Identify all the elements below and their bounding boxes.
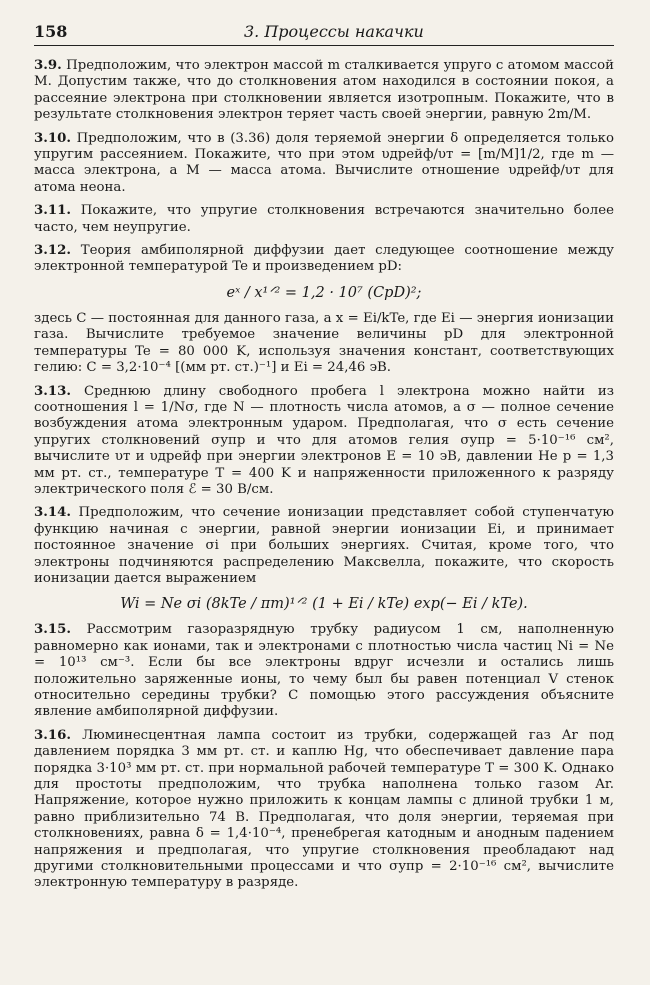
problem-3-14 (34, 505, 614, 587)
problem-number: 3.10. (34, 130, 72, 146)
problem-number: 3.16. (34, 727, 72, 743)
problem-number: 3.15. (34, 622, 72, 638)
problem-3-12 (34, 243, 614, 276)
running-title: 3. Процессы накачки (244, 22, 424, 41)
page-header (34, 22, 614, 46)
problem-number: 3.14. (34, 505, 72, 521)
formula-3-14: Wi = Ne σi (8kTe / πm)¹ᐟ² (1 + Ei / kTe) exp(− Ei / kTe). (120, 596, 528, 613)
problem-text: Люминесцентная лампа состоит из трубки, содержащей газ Ar под давлением порядка 3 мм рт. ст. и каплю Hg, что обеспечивает давление пара порядка 3·10³ мм рт. ст. при нормальной рабочей температуре T = 300 K. Однако для простоты предположим, что трубка наполнена только газом Ar. Напряжение, которое нужно приложить к концам лампы с длиной трубки 1 м, равно приблизительно 74 В. Предполагая, что доля энергии, теряемая при столкновениях, равна δ = 1,4·10⁻⁴, пренебрегая катодным и анодным падением напряжения и предполагая, что упругие столкновения преобладают над другими столкновительными процессами и что σупр = 2·10⁻¹⁶ см², вычислите электронную температуру в разряде. (34, 727, 614, 891)
problem-text: Предположим, что электрон массой m сталкивается упруго с атомом массой M. Допустим также, что до столкновения атом находился в состоянии покоя, а рассеяние электрона при столкновении является изотропным. Покажите, что в результате столкновения электрон теряет часть своей энергии, равную 2m/M. (34, 58, 614, 123)
problem-text: Рассмотрим газоразрядную трубку радиусом 1 см, наполненную равномерно как ионами, так и электронами с плотностью числа частиц Ni = Ne = 10¹³ см⁻³. Если бы все электроны вдруг исчезли и остались лишь положительно заряженные ионы, то чему был бы равен потенциал V стенок относительно середины трубки? С помощью этого рассуждения объясните явление амбиполярной диффузии. (34, 622, 614, 720)
problem-text: Теория амбиполярной диффузии дает следующее соотношение между электронной температурой Te и произведением pD: (34, 243, 614, 275)
problem-3-10 (34, 131, 614, 197)
problem-number: 3.11. (34, 203, 72, 219)
problem-3-11 (34, 203, 614, 236)
problem-number: 3.9. (34, 58, 62, 73)
problem-text: Предположим, что в (3.36) доля теряемой энергии δ определяется только упругим рассеянием. Покажите, что при этом υдрейф/υт = [m/M]1/2, где m — масса электрона, а M — масса атома. Вычислите отношение υдрейф/υт для атома неона. (34, 130, 614, 195)
problem-3-12-continuation: здесь C — постоянная для данного газа, а x = Ei/kTe, где Ei — энергия ионизации газа. Вычислите требуемое значение величины pD для электронной температуры Te = 80 000 K, используя значения констант, соответствующих гелию: C = 3,2·10⁻⁴ [(мм рт. ст.)⁻¹] и Ei = 24,46 эВ. (34, 310, 614, 376)
problem-3-13 (34, 384, 614, 499)
problem-3-15 (34, 622, 614, 720)
problem-3-9 (34, 58, 614, 124)
problem-text: Среднюю длину свободного пробега l электрона можно найти из соотношения l = 1/Nσ, где N — плотность числа атомов, а σ — полное сечение возбуждения атома электронным ударом. Предполагая, что σ есть сечение упругих столкновений σупр и что для атомов гелия σупр = 5·10⁻¹⁶ см², вычислите υт и υдрейф при энергии электронов E = 10 эВ, давлении He p = 1,3 мм рт. ст., температуре T = 400 K и напряженности приложенного к разряду электрического поля ℰ = 30 В/см. (34, 383, 614, 497)
problem-number: 3.13. (34, 383, 72, 399)
problem-text: Предположим, что сечение ионизации представляет собой ступенчатую функцию начиная с энергии, равной энергии ионизации Ei, и принимает постоянное значение σi при больших энергиях. Считая, кроме того, что электроны подчиняются распределению Максвелла, покажите, что скорость ионизации дается выражением (34, 505, 614, 586)
formula-3-12: eˣ / x¹ᐟ² = 1,2 · 10⁷ (CpD)²; (226, 284, 422, 301)
problem-3-16 (34, 728, 614, 892)
page-number: 158 (34, 22, 68, 41)
problem-text: Покажите, что упругие столкновения встречаются значительно более часто, чем неупругие. (34, 203, 614, 235)
problem-number: 3.12. (34, 243, 72, 259)
